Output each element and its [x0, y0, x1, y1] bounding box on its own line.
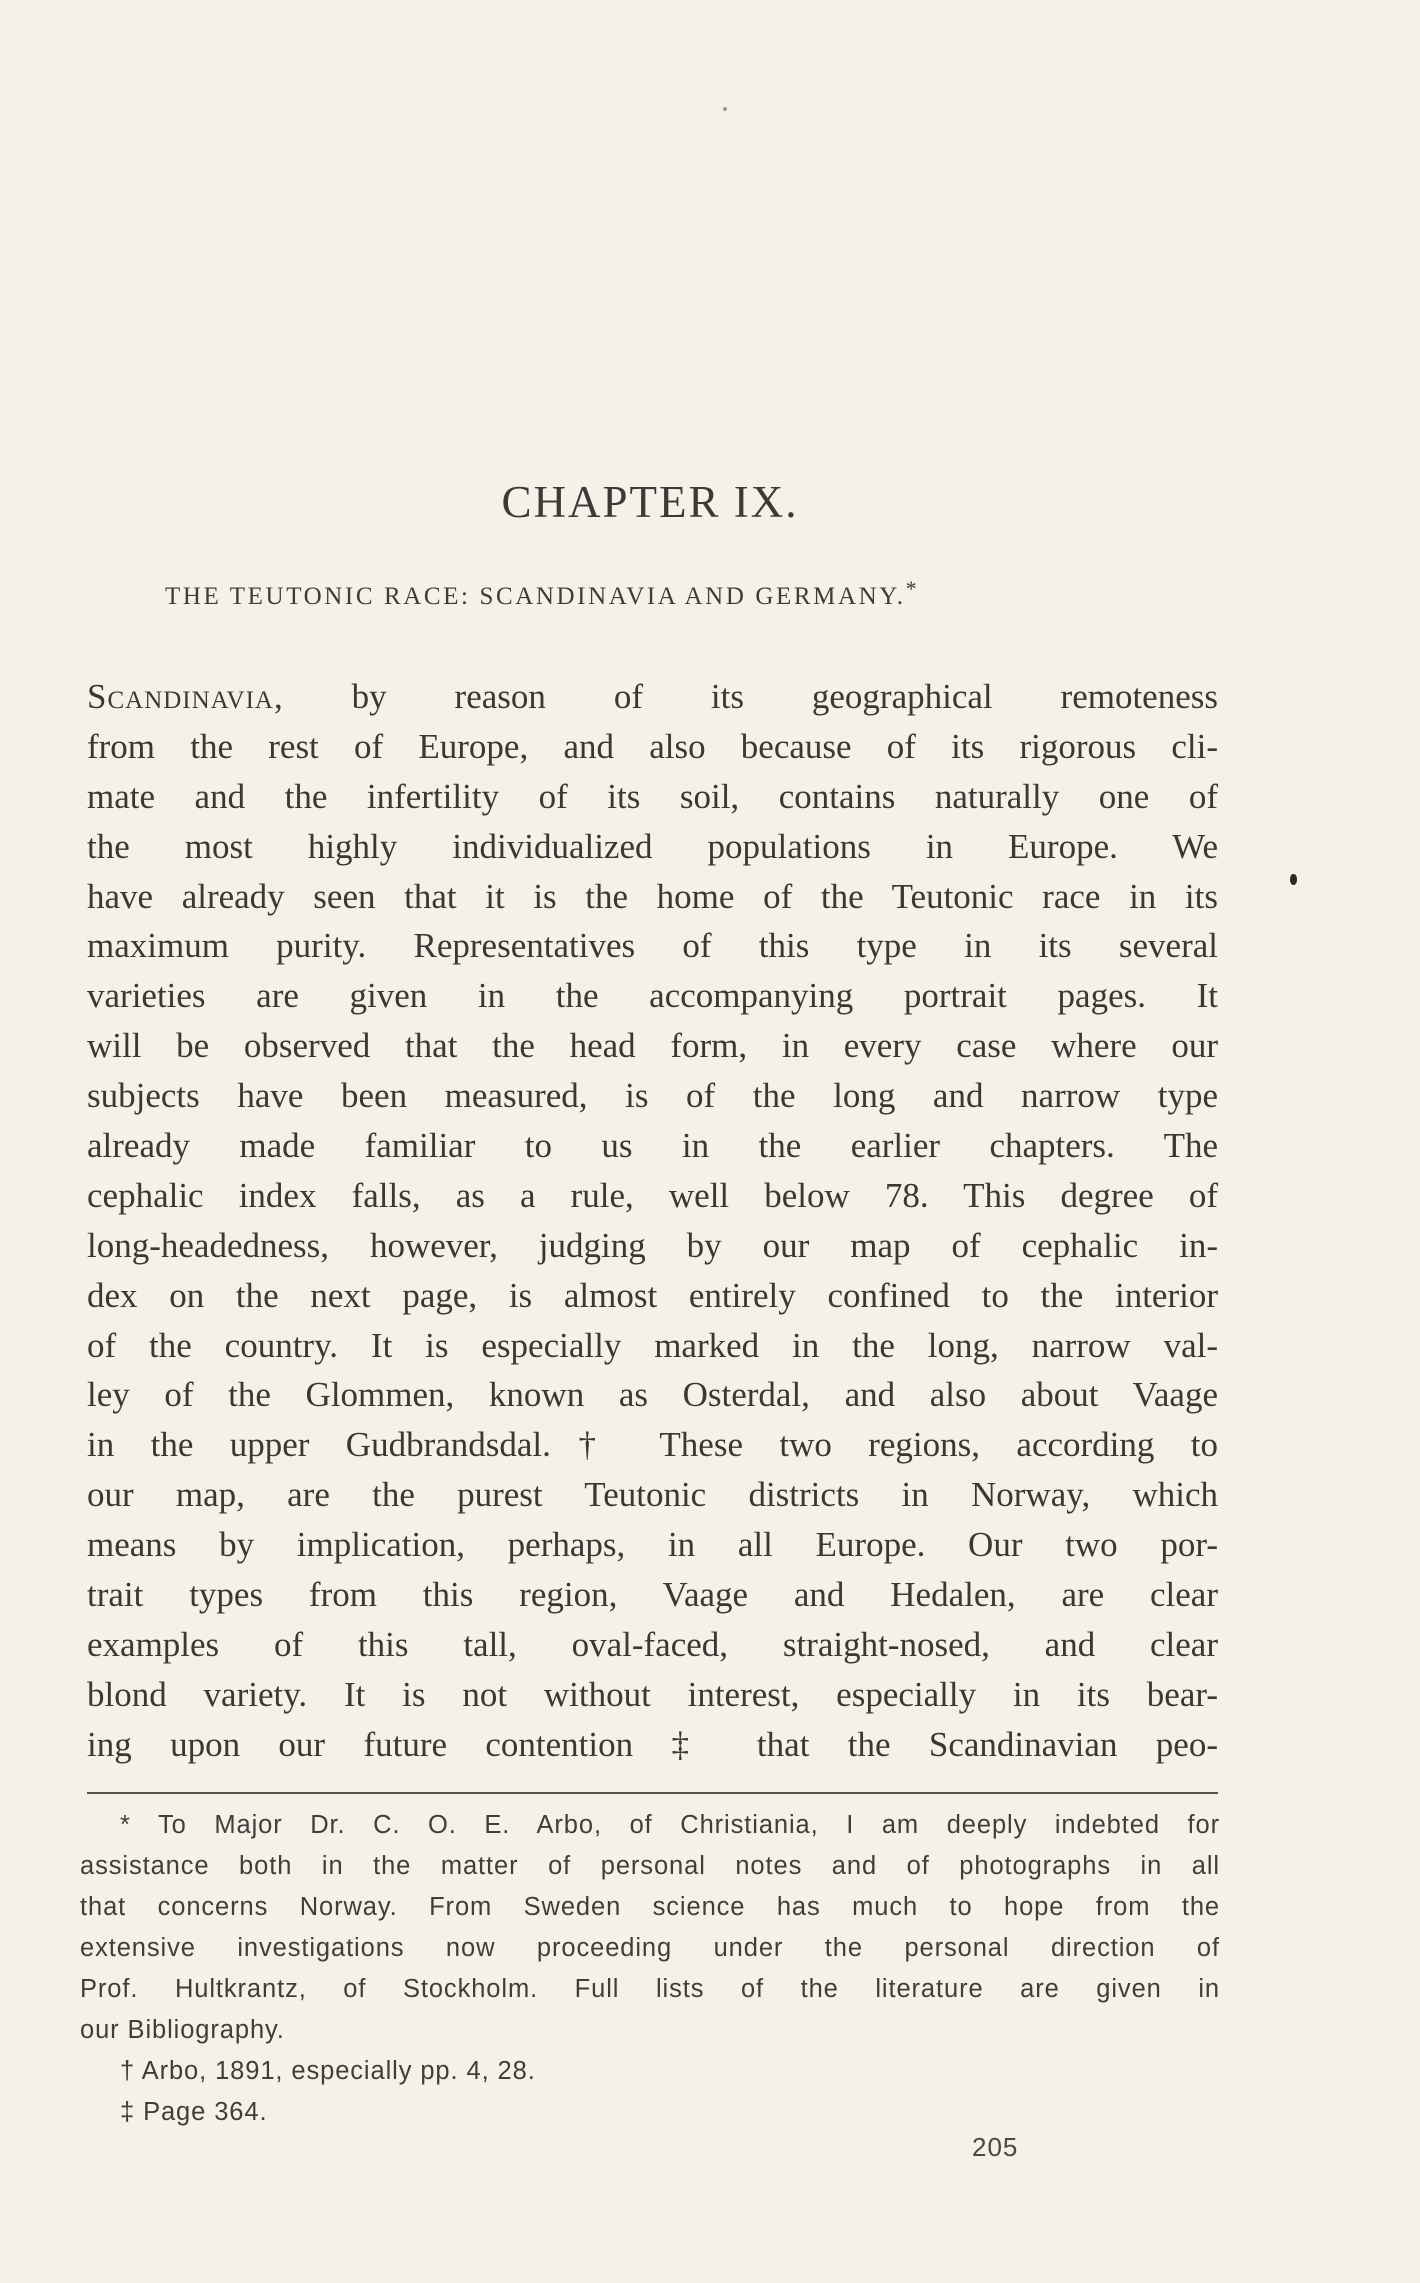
body-line: cephalic index falls, as a rule, well below 78. This degree of: [87, 1175, 1218, 1215]
ink-blot: [1290, 874, 1297, 885]
lead-word: Scandinavia,: [87, 677, 284, 716]
footnote-line: extensive investigations now proceeding under the personal direction of: [80, 1934, 1220, 1962]
body-line: in the upper Gudbrandsdal.† These two regions, according to: [87, 1425, 1218, 1465]
body-line: varieties are given in the accompanying portrait pages. It: [87, 976, 1218, 1016]
body-text: [87, 672, 1218, 1770]
body-line: the most highly individualized populations in Europe. We: [87, 826, 1218, 866]
body-line: [87, 672, 1218, 722]
body-line: dex on the next page, is almost entirely confined to the interior: [87, 1275, 1218, 1315]
footnote-line: † Arbo, 1891, especially pp. 4, 28.: [120, 2057, 536, 2085]
body-line: ing upon our future contention ‡ that the Scandinavian peo-: [87, 1724, 1218, 1764]
body-line: long-headedness, however, judging by our map of cephalic in-: [87, 1225, 1218, 1265]
body-line: our map, are the purest Teutonic districts in Norway, which: [87, 1475, 1218, 1515]
body-line: examples of this tall, oval-faced, straight-nosed, and clear: [87, 1624, 1218, 1664]
footnote-line: * To Major Dr. C. O. E. Arbo, of Christiania, I am deeply indebted for: [120, 1811, 1220, 1839]
footnote-marker: *: [905, 576, 920, 601]
body-line-text: by reason of its geographical remoteness: [283, 677, 1218, 716]
footnote-line: that concerns Norway. From Sweden science has much to hope from the: [80, 1893, 1220, 1921]
body-line: have already seen that it is the home of the Teutonic race in its: [87, 876, 1218, 916]
body-line: will be observed that the head form, in every case where our: [87, 1026, 1218, 1066]
body-line: mate and the infertility of its soil, contains naturally one of: [87, 776, 1218, 816]
body-line: maximum purity. Representatives of this type in its several: [87, 926, 1218, 966]
chapter-subtitle: [165, 576, 920, 612]
body-line: subjects have been measured, is of the long and narrow type: [87, 1076, 1218, 1116]
body-line: from the rest of Europe, and also because of its rigorous cli-: [87, 726, 1218, 766]
page-number: 205: [972, 2132, 1019, 2162]
body-line: ley of the Glommen, known as Osterdal, and also about Vaage: [87, 1375, 1218, 1415]
footnote-line: assistance both in the matter of personal notes and of photographs in all: [80, 1852, 1220, 1880]
footnote-line: Prof. Hultkrantz, of Stockholm. Full lists of the literature are given in: [80, 1975, 1220, 2003]
footnote-rule: [87, 1792, 1218, 1794]
body-line: already made familiar to us in the earlier chapters. The: [87, 1126, 1218, 1166]
body-line: of the country. It is especially marked in the long, narrow val-: [87, 1325, 1218, 1365]
body-line: trait types from this region, Vaage and Hedalen, are clear: [87, 1575, 1218, 1615]
footnotes: [80, 1805, 1220, 2133]
chapter-title: CHAPTER IX.: [501, 477, 799, 527]
body-line: blond variety. It is not without interest, especially in its bear-: [87, 1674, 1218, 1714]
paper-speck: [723, 107, 727, 111]
chapter-subtitle-text: THE TEUTONIC RACE: SCANDINAVIA AND GERMANY.: [165, 583, 906, 610]
footnote-line: our Bibliography.: [80, 2016, 285, 2044]
body-line: means by implication, perhaps, in all Europe. Our two por-: [87, 1525, 1218, 1565]
footnote-line: ‡ Page 364.: [120, 2098, 268, 2126]
